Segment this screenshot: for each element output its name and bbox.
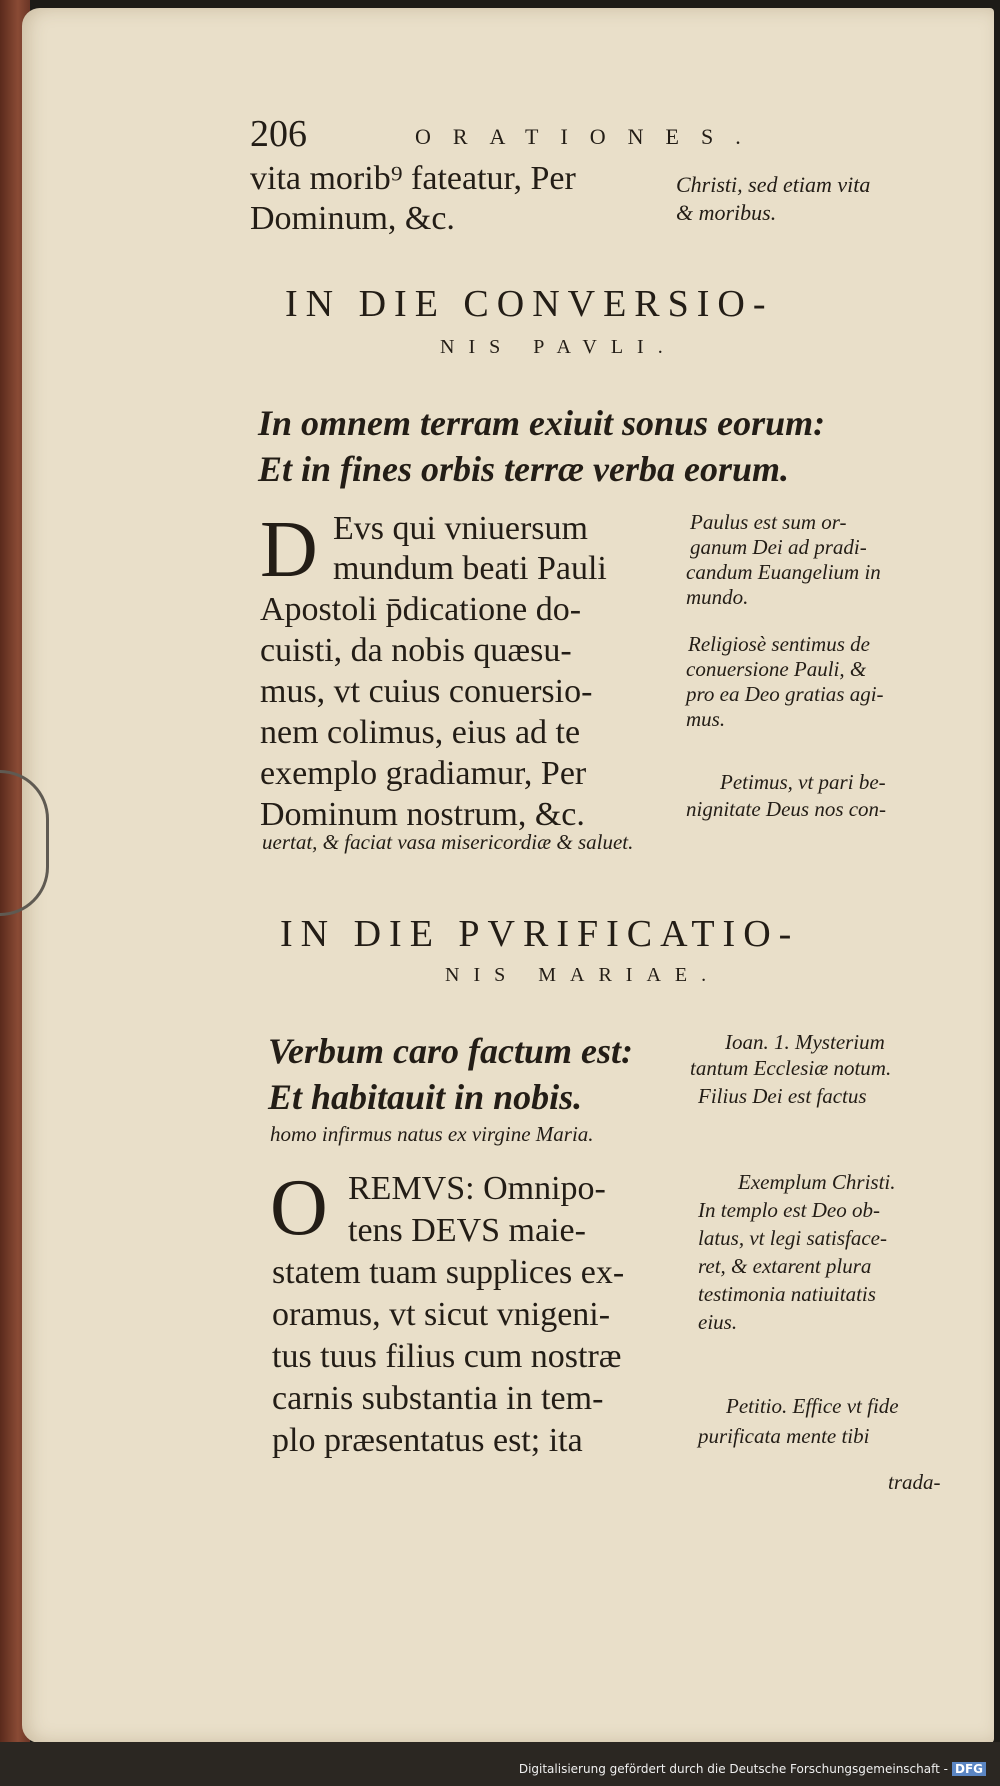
section2-prayer-line: tus tuus filius cum nostræ bbox=[272, 1338, 622, 1375]
section2-prayer-line: REMVS: Omnipo- bbox=[348, 1170, 606, 1207]
section2-verse-line2: Et habitauit in nobis. bbox=[268, 1077, 583, 1117]
section1-prayer-line: cuisti, da nobis quæsu- bbox=[260, 632, 572, 669]
section2-verse-note-tail: homo infirmus natus ex virgine Maria. bbox=[270, 1122, 594, 1146]
section1-heading-line1: IN DIE CONVERSIO- bbox=[285, 283, 774, 325]
digitization-credit bbox=[519, 1762, 986, 1776]
section1-note-line: Petimus, vt pari be- bbox=[720, 770, 886, 794]
section2-note-line: purificata mente tibi bbox=[698, 1424, 870, 1448]
section2-heading-line1: IN DIE PVRIFICATIO- bbox=[280, 913, 800, 955]
section2-note-line: Exemplum Christi. bbox=[738, 1170, 896, 1194]
section1-prayer-line: Dominum nostrum, &c. bbox=[260, 796, 585, 833]
section2-note-line: In templo est Deo ob- bbox=[698, 1198, 880, 1222]
section2-verse-note-line: Ioan. 1. Mysterium bbox=[725, 1030, 885, 1054]
section1-prayer-line: Apostoli p̄dicatione do- bbox=[260, 591, 582, 628]
section1-prayer-line: Evs qui vniuersum bbox=[333, 510, 588, 547]
running-title: ORATIONES. bbox=[415, 124, 763, 149]
top-note-line1: Christi, sed etiam vita bbox=[676, 172, 871, 197]
section1-verse-line2: Et in fines orbis terræ verba eorum. bbox=[258, 449, 790, 489]
section2-prayer-line: plo præsentatus est; ita bbox=[272, 1422, 583, 1459]
section1-note-line: nignitate Deus nos con- bbox=[686, 797, 887, 821]
section1-note-tail: uertat, & faciat vasa misericordiæ & saluet. bbox=[262, 830, 634, 854]
section2-drop-cap: O bbox=[270, 1164, 328, 1252]
section1-note-line: mundo. bbox=[686, 585, 749, 609]
section1-note-line: mus. bbox=[686, 707, 726, 731]
section1-note-line: conuersione Pauli, & bbox=[686, 657, 867, 681]
section2-note-line: eius. bbox=[698, 1310, 738, 1334]
section1-prayer-line: mundum beati Pauli bbox=[333, 550, 607, 587]
section2-note-line: Petitio. Effice vt fide bbox=[726, 1394, 899, 1418]
section1-verse-line1: In omnem terram exiuit sonus eorum: bbox=[258, 403, 826, 443]
section1-note-line: pro ea Deo gratias agi- bbox=[686, 682, 884, 706]
section2-note-line: ret, & extarent plura bbox=[698, 1254, 872, 1278]
top-note-line2: & moribus. bbox=[676, 200, 777, 225]
book-page bbox=[22, 8, 994, 1743]
section2-verse-note-line: tantum Ecclesiæ notum. bbox=[690, 1056, 892, 1080]
section1-note-line: Paulus est sum or- bbox=[690, 510, 847, 534]
section1-prayer-line: exemplo gradiamur, Per bbox=[260, 755, 587, 792]
top-text-line2: Dominum, &c. bbox=[250, 200, 455, 237]
section2-verse-note-line: Filius Dei est factus bbox=[698, 1084, 867, 1108]
section2-note-line: testimonia natiuitatis bbox=[698, 1282, 876, 1306]
section1-drop-cap: D bbox=[260, 506, 318, 594]
section2-prayer-line: tens DEVS maie- bbox=[348, 1212, 586, 1249]
top-text-line1: vita morib⁹ fateatur, Per bbox=[250, 160, 576, 197]
section1-note-line: Religiosè sentimus de bbox=[688, 632, 870, 656]
section2-note-line: trada- bbox=[888, 1470, 941, 1494]
credit-text: Digitalisierung gefördert durch die Deutsche Forschungsgemeinschaft - bbox=[518, 1762, 948, 1776]
section2-heading-line2: NIS MARIAE. bbox=[445, 964, 721, 986]
section1-heading-line2: NIS PAVLI. bbox=[440, 336, 677, 358]
page-number: 206 bbox=[250, 113, 307, 155]
section1-note-line: ganum Dei ad pradi- bbox=[690, 535, 867, 559]
section2-prayer-line: oramus, vt sicut vnigeni- bbox=[272, 1296, 611, 1333]
section2-note-line: latus, vt legi satisface- bbox=[698, 1226, 887, 1250]
section2-verse-line1: Verbum caro factum est: bbox=[268, 1031, 633, 1071]
section1-prayer-line: nem colimus, eius ad te bbox=[260, 714, 581, 751]
dfg-logo: DFG bbox=[952, 1762, 986, 1776]
section1-note-line: candum Euangelium in bbox=[686, 560, 881, 584]
section2-prayer-line: carnis substantia in tem- bbox=[272, 1380, 604, 1417]
section1-prayer-line: mus, vt cuius conuersio- bbox=[260, 673, 593, 710]
section2-prayer-line: statem tuam supplices ex- bbox=[272, 1254, 625, 1291]
